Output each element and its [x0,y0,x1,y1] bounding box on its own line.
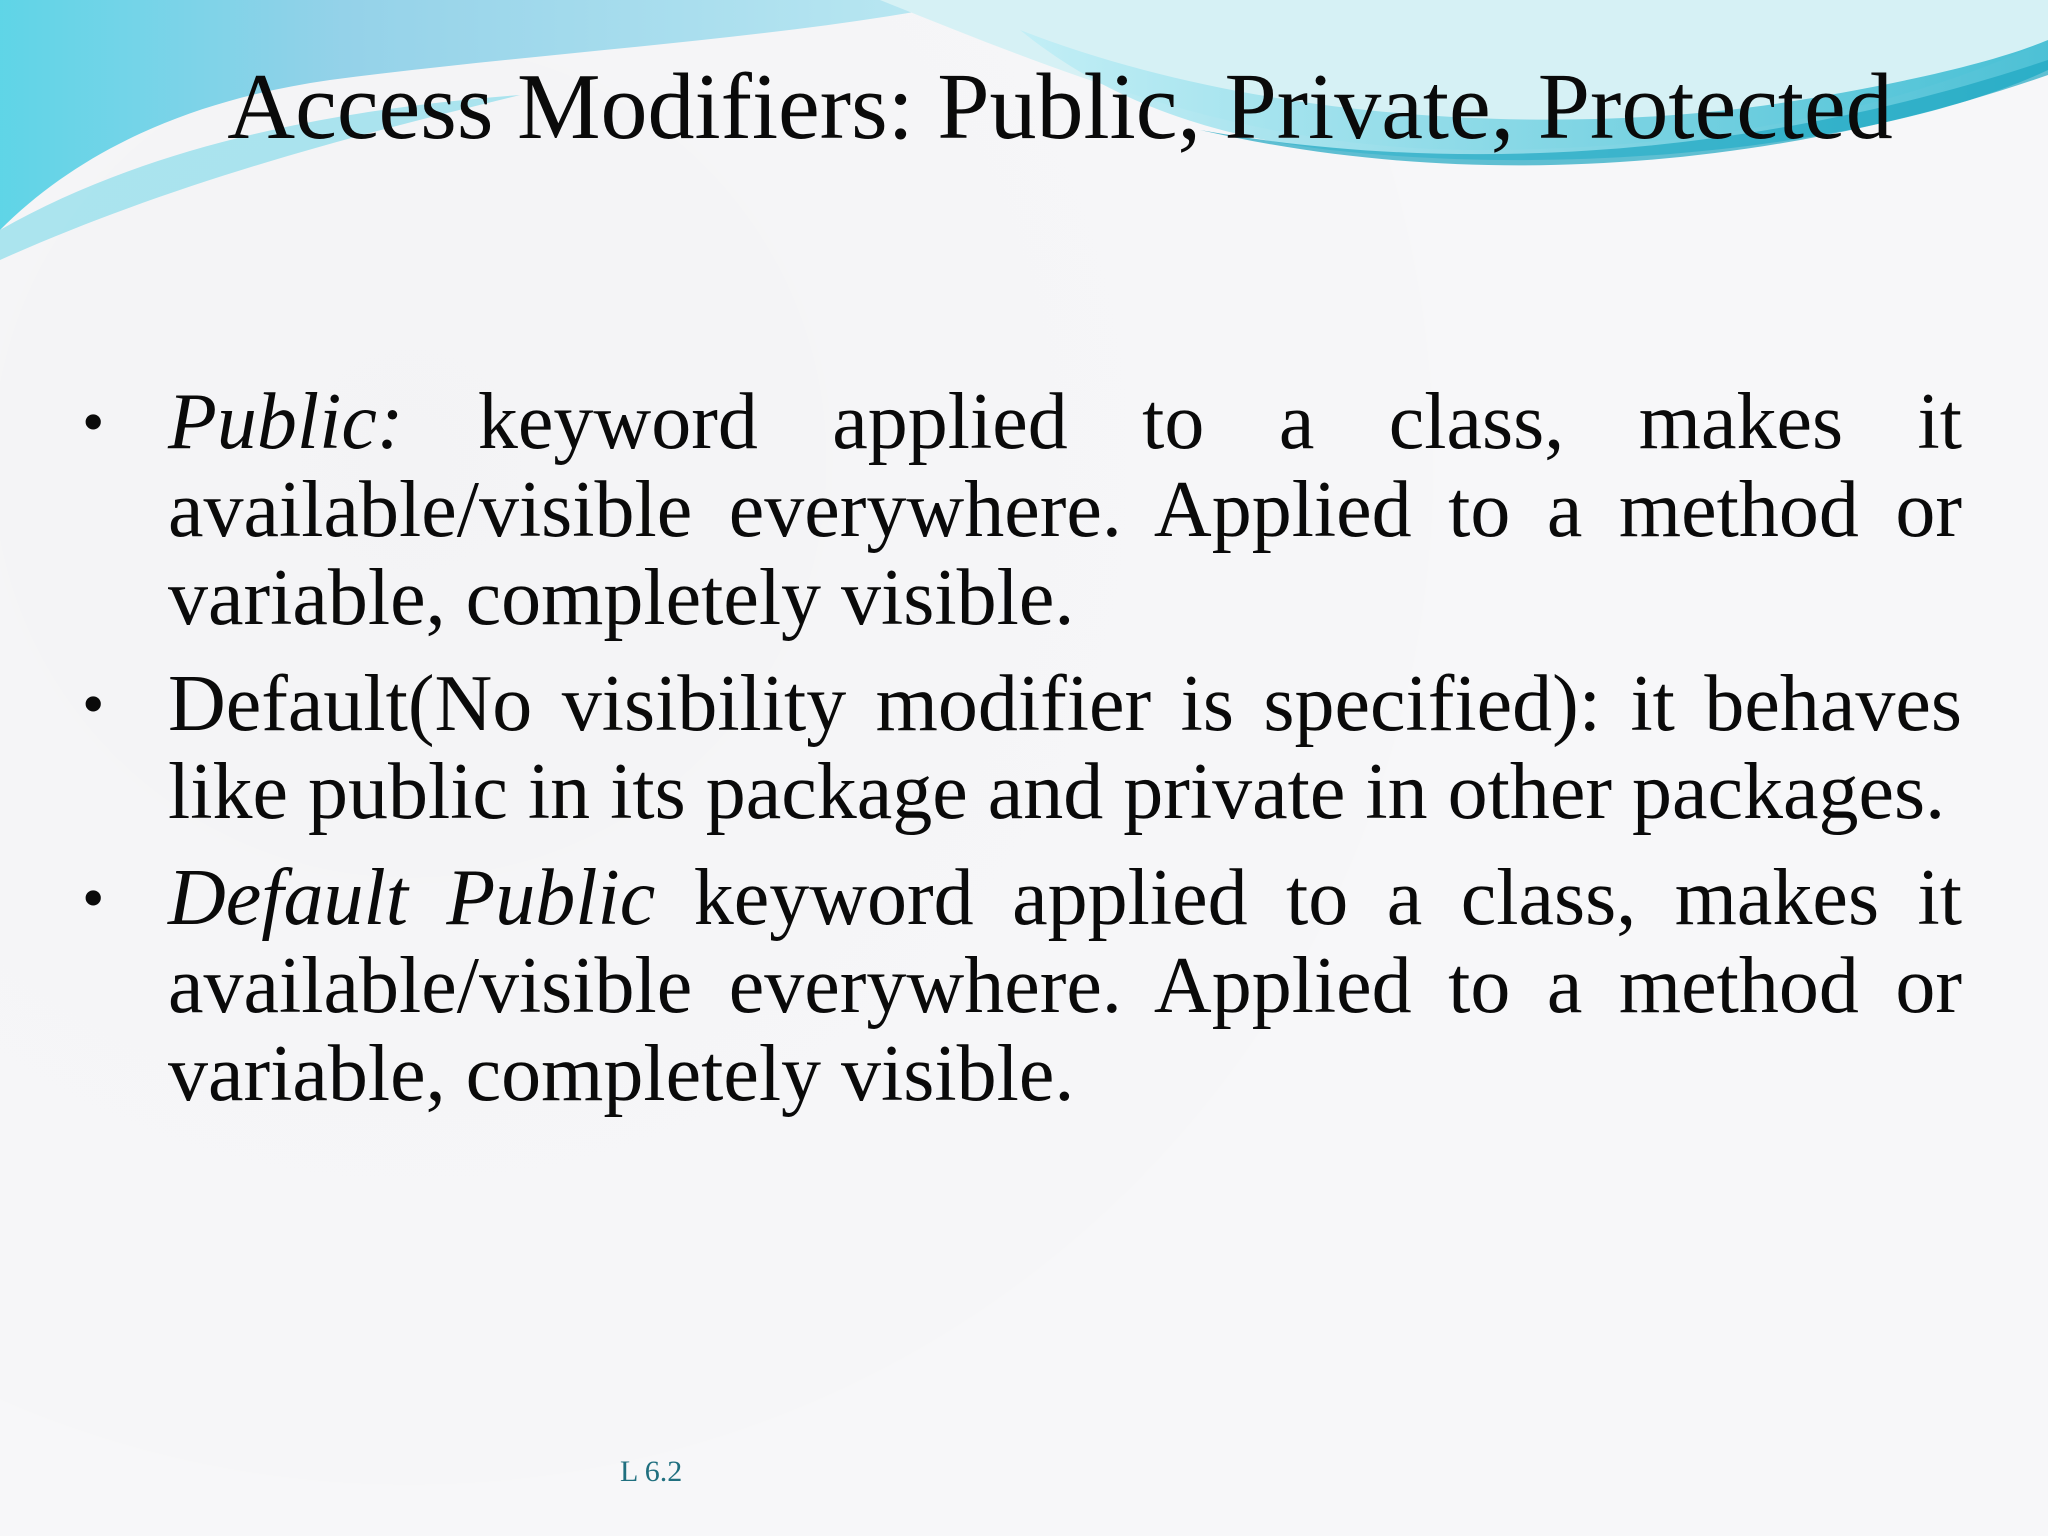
slide-title: Access Modifiers: Public, Private, Protected [227,55,1893,159]
bullet-default-public [82,854,1962,1118]
bullet-list [82,378,1962,1136]
bullet-text: keyword applied to a class, makes it available/visible everywhere. Applied to a method or variable, completely visible. [168,854,1962,1118]
bullet-text: Default(No visibility modifier is specified): it behaves like public in its package and private in other packages. [168,660,1962,836]
bullet-marker: • [82,862,105,933]
slide-footer-label: L 6.2 [620,1455,683,1488]
bullet-default [82,660,1962,836]
bullet-public [82,378,1962,642]
bullet-lead-term: Public: [168,378,404,466]
bullet-marker: • [82,386,105,457]
bullet-marker: • [82,668,105,739]
bullet-text: keyword applied to a class, makes it available/visible everywhere. Applied to a method or variable, completely visible. [168,378,1962,642]
bullet-lead-term: Default Public [168,854,656,942]
